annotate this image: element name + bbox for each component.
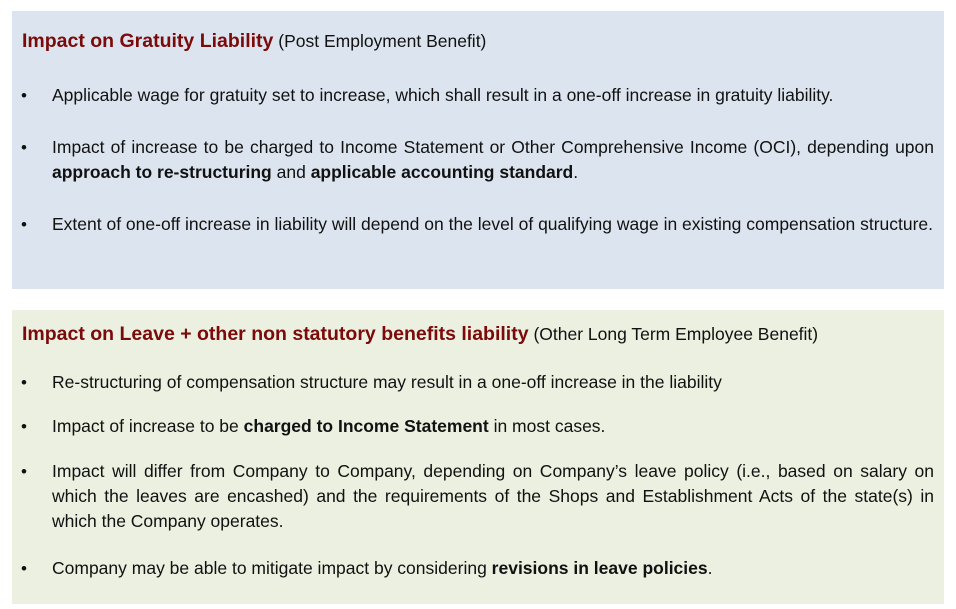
bullet-text	[52, 414, 934, 439]
text-segment: .	[573, 162, 579, 182]
bullet-icon: •	[21, 215, 27, 234]
bullet-text: Impact will differ from Company to Company, depending on Company’s leave policy (i.e., based on salary on which the leaves are encashed) and the requirements of the Shops and Establishment Acts of the state(s) in which the Company operates.	[52, 461, 934, 531]
bullet-text	[52, 556, 934, 581]
bold-segment: approach to re-structuring	[52, 162, 272, 182]
bullet-text: Extent of one-off increase in liability will depend on the level of qualifying wage in existing compensation structure.	[52, 214, 934, 234]
bold-segment: revisions in leave policies	[491, 558, 708, 578]
title-subtitle: (Other Long Term Employee Benefit)	[533, 324, 819, 344]
list-item	[12, 370, 934, 395]
bullet-icon: •	[21, 559, 27, 578]
text-segment: .	[707, 558, 713, 578]
leave-benefits-panel	[12, 310, 944, 604]
list-item	[12, 459, 934, 534]
title-subtitle: (Post Employment Benefit)	[278, 31, 487, 51]
list-item	[12, 556, 934, 581]
list-item	[12, 414, 934, 439]
panel-title	[22, 30, 486, 53]
bullet-text: Applicable wage for gratuity set to increase, which shall result in a one-off increase in gratuity liability.	[52, 85, 834, 105]
text-segment: Company may be able to mitigate impact by considering	[52, 558, 492, 578]
title-strong: Impact on Gratuity Liability	[22, 30, 274, 52]
bullet-icon: •	[21, 373, 27, 392]
bullet-icon: •	[21, 86, 27, 105]
bullet-text: Re-structuring of compensation structure may result in a one-off increase in the liability	[52, 372, 722, 392]
text-segment: in most cases.	[488, 416, 606, 436]
text-segment: and	[271, 162, 311, 182]
list-item	[12, 135, 934, 185]
bullet-icon: •	[21, 462, 27, 481]
text-segment: Impact of increase to be	[52, 416, 244, 436]
text-segment: Impact of increase to be charged to Income Statement or Other Comprehensive Income (OCI), depending upon	[52, 137, 934, 157]
bullet-text	[52, 135, 934, 185]
bullet-icon: •	[21, 138, 27, 157]
list-item	[12, 83, 934, 108]
list-item	[12, 212, 934, 237]
bold-segment: charged to Income Statement	[243, 416, 489, 436]
bullet-icon: •	[21, 417, 27, 436]
title-strong: Impact on Leave + other non statutory benefits liability	[22, 323, 529, 345]
bold-segment: applicable accounting standard	[310, 162, 574, 182]
gratuity-panel	[12, 11, 944, 289]
panel-title	[22, 323, 818, 346]
